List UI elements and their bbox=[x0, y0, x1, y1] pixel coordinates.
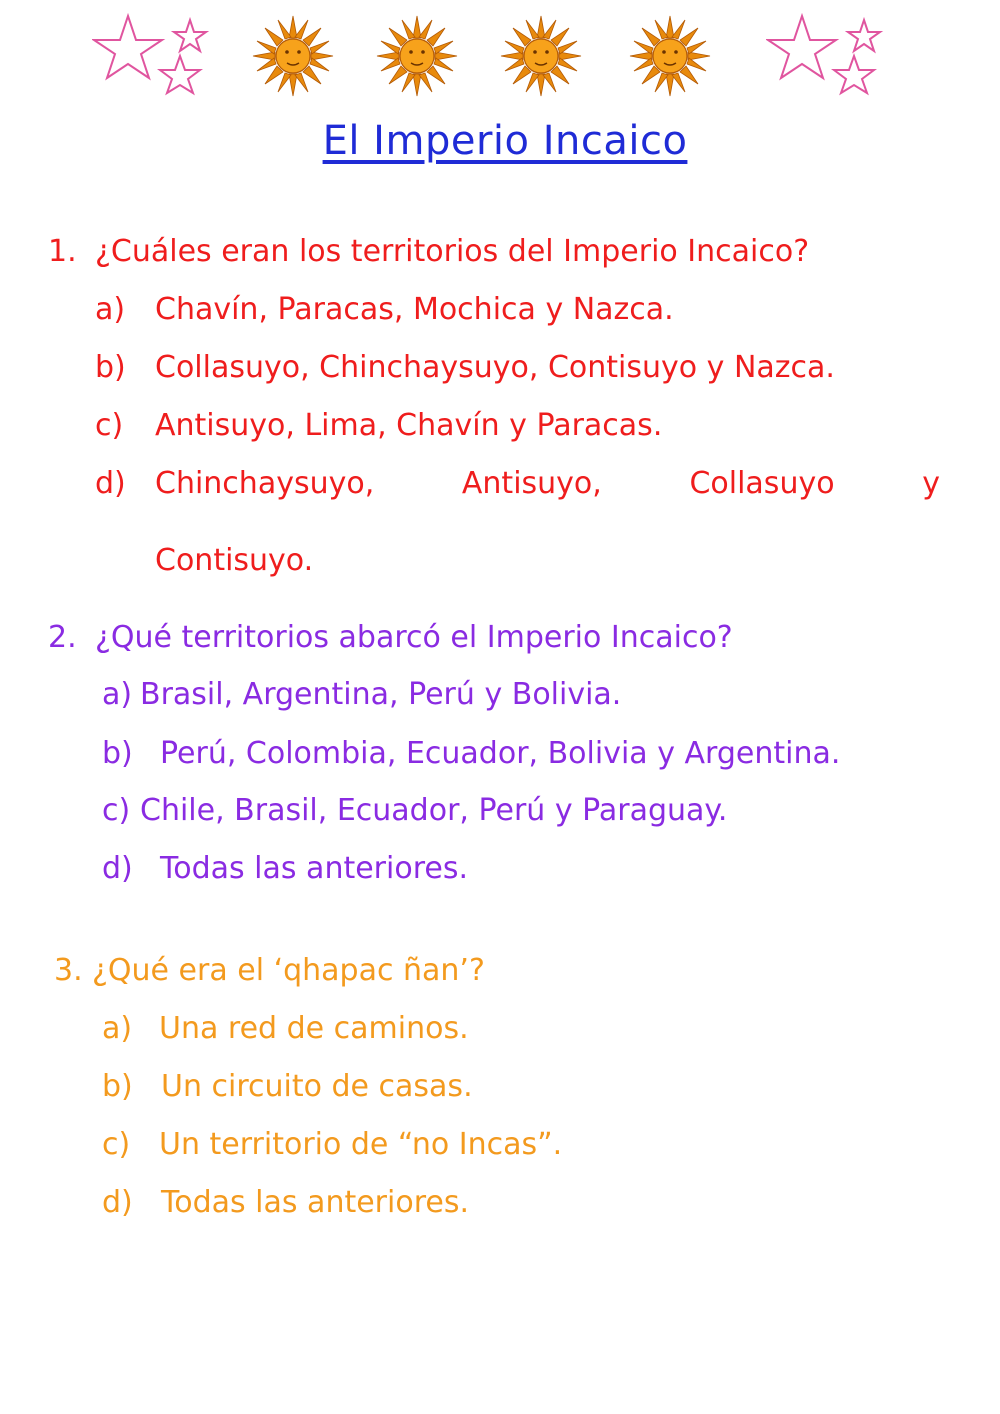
option-label: c) bbox=[102, 793, 131, 828]
question-2 bbox=[48, 620, 948, 660]
answer-option-3c[interactable] bbox=[102, 1127, 952, 1167]
sun-icon bbox=[374, 14, 460, 98]
option-label: d) bbox=[95, 466, 126, 501]
option-label: d) bbox=[102, 851, 133, 886]
question-number: 2. bbox=[48, 620, 77, 655]
sun-icon bbox=[627, 14, 713, 98]
option-label: a) bbox=[102, 1011, 133, 1046]
option-text: Un territorio de “no Incas”. bbox=[159, 1127, 563, 1162]
answer-option-2a[interactable] bbox=[102, 677, 952, 717]
option-text: Una red de caminos. bbox=[159, 1011, 469, 1046]
stars-icon bbox=[766, 12, 886, 102]
option-label: a) bbox=[102, 677, 133, 712]
answer-option-3a[interactable] bbox=[102, 1011, 952, 1051]
option-text: Antisuyo, Lima, Chavín y Paracas. bbox=[155, 408, 663, 443]
question-3 bbox=[54, 953, 954, 993]
option-text: Chile, Brasil, Ecuador, Perú y Paraguay. bbox=[140, 793, 728, 828]
option-label: c) bbox=[95, 408, 124, 443]
question-text: ¿Qué territorios abarcó el Imperio Incaico? bbox=[95, 620, 733, 655]
option-word: Collasuyo bbox=[689, 466, 835, 501]
option-label: c) bbox=[102, 1127, 131, 1162]
option-word: y bbox=[922, 466, 940, 501]
option-text: Perú, Colombia, Ecuador, Bolivia y Argentina. bbox=[160, 736, 841, 771]
option-label: d) bbox=[102, 1185, 133, 1220]
answer-option-3d[interactable] bbox=[102, 1185, 952, 1225]
option-text: Collasuyo, Chinchaysuyo, Contisuyo y Nazca. bbox=[155, 350, 835, 385]
stars-icon bbox=[92, 12, 212, 102]
question-number: 3. bbox=[54, 953, 83, 988]
answer-option-2d[interactable] bbox=[102, 851, 952, 891]
option-word: Antisuyo, bbox=[461, 466, 602, 501]
option-label: b) bbox=[102, 1069, 133, 1104]
option-label: b) bbox=[95, 350, 126, 385]
option-text: Todas las anteriores. bbox=[160, 851, 468, 886]
question-number: 1. bbox=[48, 234, 77, 269]
answer-option-1c[interactable] bbox=[95, 408, 945, 448]
page-title: El Imperio Incaico bbox=[322, 118, 688, 164]
option-text-continuation: Contisuyo. bbox=[155, 543, 314, 578]
question-1 bbox=[48, 234, 948, 274]
option-label: b) bbox=[102, 736, 133, 771]
answer-option-1a[interactable] bbox=[95, 292, 945, 332]
sun-icon bbox=[250, 14, 336, 98]
answer-option-2c[interactable] bbox=[102, 793, 952, 833]
answer-option-1d[interactable] bbox=[0, 466, 1000, 586]
option-text: Chavín, Paracas, Mochica y Nazca. bbox=[155, 292, 674, 327]
question-text: ¿Qué era el ‘qhapac ñan’? bbox=[92, 953, 485, 988]
option-text-line bbox=[155, 466, 940, 501]
option-text: Un circuito de casas. bbox=[161, 1069, 473, 1104]
option-text: Todas las anteriores. bbox=[161, 1185, 469, 1220]
answer-option-1b[interactable] bbox=[95, 350, 945, 390]
option-word: Chinchaysuyo, bbox=[155, 466, 375, 501]
answer-option-2b[interactable] bbox=[102, 736, 952, 776]
answer-option-3b[interactable] bbox=[102, 1069, 952, 1109]
sun-icon bbox=[498, 14, 584, 98]
option-text: Brasil, Argentina, Perú y Bolivia. bbox=[140, 677, 622, 712]
option-label: a) bbox=[95, 292, 126, 327]
question-text: ¿Cuáles eran los territorios del Imperio Incaico? bbox=[95, 234, 810, 269]
header-decorations bbox=[0, 0, 1000, 110]
